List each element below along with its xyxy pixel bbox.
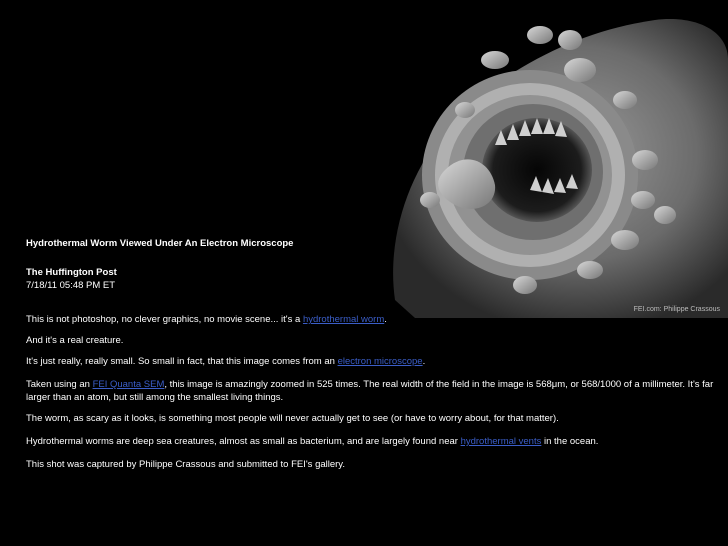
paragraph-6 (26, 435, 716, 448)
article-date: 7/18/11 05:48 PM ET (26, 280, 116, 291)
hydrothermal-vents-link[interactable]: hydrothermal vents (460, 436, 542, 447)
paragraph-3 (26, 355, 716, 368)
article-text (26, 237, 716, 479)
paragraph-2: And it's a real creature. (26, 335, 124, 346)
electron-microscope-link[interactable]: electron microscope (337, 356, 423, 367)
article-title: Hydrothermal Worm Viewed Under An Electron Microscope (26, 238, 294, 249)
paragraph-1 (26, 313, 716, 326)
paragraph-4 (26, 378, 716, 404)
paragraph-3-end: . (422, 356, 426, 367)
paragraph-3-text: It's just really, really small. So small in fact, that this image comes from an (26, 356, 335, 367)
paragraph-1-end: . (384, 314, 387, 325)
fei-quanta-sem-link[interactable]: FEI Quanta SEM (92, 379, 165, 390)
hydrothermal-worm-link[interactable]: hydrothermal worm (302, 314, 385, 325)
photo-credit: FEI.com: Philippe Crassous (633, 306, 720, 313)
paragraph-6-text: Hydrothermal worms are deep sea creatures, almost as small as bacterium, and are largely found near (26, 436, 458, 447)
paragraph-6-end: in the ocean. (544, 436, 599, 447)
article-source: The Huffington Post (26, 267, 117, 278)
paragraph-1-text: This is not photoshop, no clever graphics, no movie scene... it's a (26, 314, 301, 325)
paragraph-4-pre: Taken using an (26, 379, 90, 390)
paragraph-5: The worm, as scary as it looks, is something most people will never actually get to see (or have to worry about, for that matter). (26, 413, 559, 424)
paragraph-7: This shot was captured by Philippe Crassous and submitted to FEI's gallery. (26, 459, 345, 470)
paragraph-4-text: , this image is amazingly zoomed in 525 times. The real width of the field in the image is 568μm, or 568/1000 of a millimeter. It's far larger than an atom, but still among the smallest living things. (26, 379, 714, 403)
